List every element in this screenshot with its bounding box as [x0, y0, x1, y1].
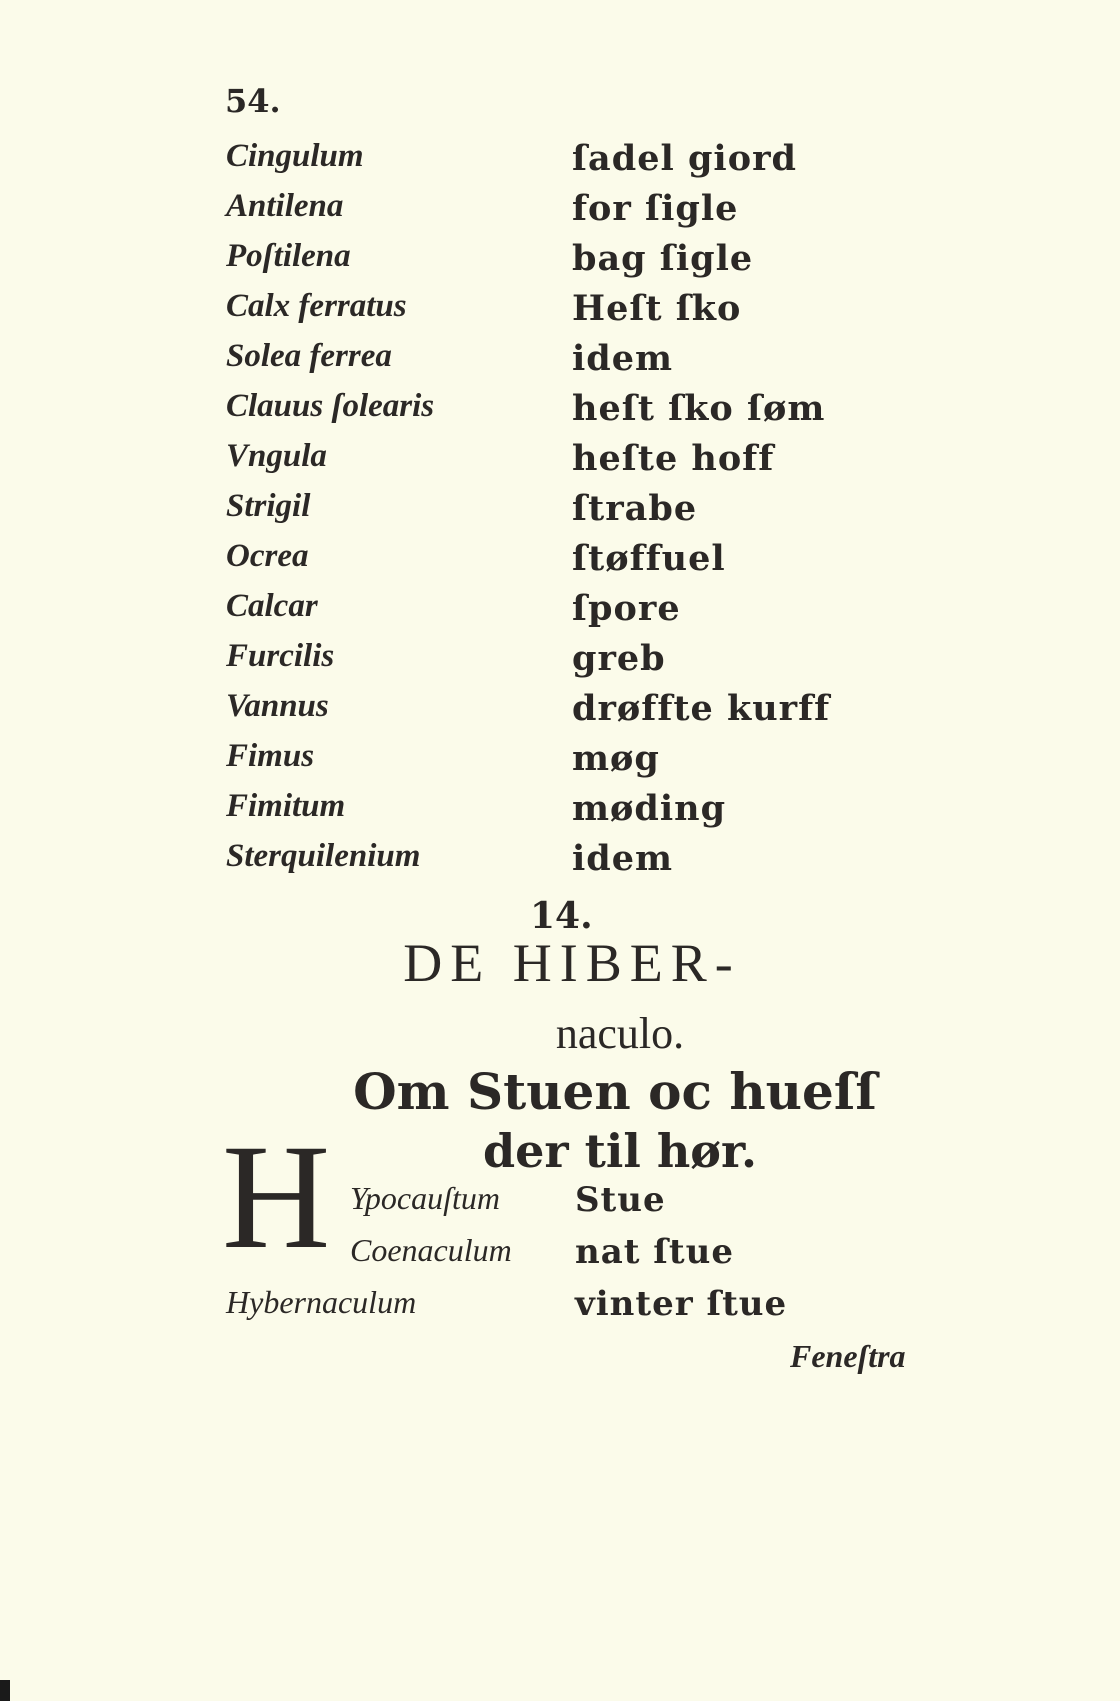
- danish-term: bag ſigle: [572, 238, 754, 279]
- scan-edge-mark: [0, 1680, 10, 1701]
- section-subtitle-line-2: der til hør.: [482, 1124, 758, 1178]
- vocabulary-row: [0, 788, 1120, 838]
- latin-term: Calcar: [226, 588, 318, 624]
- vocabulary-row: [0, 688, 1120, 738]
- vocabulary-row: [0, 838, 1120, 888]
- vocabulary-row: [0, 638, 1120, 688]
- section-entry-latin: Ypocauſtum: [350, 1180, 500, 1216]
- section-title-line-1: DE HIBER-: [403, 933, 741, 993]
- section-entry-latin: Hybernaculum: [226, 1284, 417, 1320]
- dropcap: H: [222, 1114, 331, 1280]
- vocabulary-row: [0, 438, 1120, 488]
- danish-term: ſadel giord: [572, 138, 797, 179]
- latin-term: Poſtilena: [226, 238, 351, 274]
- vocabulary-row: [0, 238, 1120, 288]
- latin-term: Antilena: [226, 188, 344, 224]
- catchword: Feneſtra: [790, 1338, 906, 1374]
- latin-term: Calx ferratus: [226, 288, 407, 324]
- latin-term: Solea ferrea: [226, 338, 392, 374]
- danish-term: ſtøffuel: [572, 538, 726, 579]
- danish-term: møg: [572, 738, 660, 779]
- vocabulary-row: [0, 288, 1120, 338]
- vocabulary-row: [0, 138, 1120, 188]
- section-entry-danish: Stue: [575, 1180, 666, 1220]
- danish-term: greb: [572, 638, 666, 679]
- page-number: 54.: [225, 82, 281, 120]
- section-entry-danish: vinter ſtue: [575, 1284, 788, 1324]
- latin-term: Furcilis: [226, 638, 335, 674]
- section-number: 14.: [530, 895, 593, 937]
- danish-term: ſpore: [572, 588, 681, 629]
- vocabulary-row: [0, 738, 1120, 788]
- latin-term: Vannus: [226, 688, 329, 724]
- section-entry-danish: nat ſtue: [575, 1232, 734, 1272]
- vocabulary-row: [0, 588, 1120, 638]
- danish-term: for ſigle: [572, 188, 739, 229]
- section-entry-latin: Coenaculum: [350, 1232, 512, 1268]
- vocabulary-row: [0, 538, 1120, 588]
- danish-term: idem: [572, 838, 674, 879]
- danish-term: ſtrabe: [572, 488, 698, 529]
- danish-term: Heſt ſko: [572, 288, 742, 329]
- latin-term: Ocrea: [226, 538, 309, 574]
- danish-term: møding: [572, 788, 727, 829]
- latin-term: Fimus: [226, 738, 315, 774]
- latin-term: Sterquilenium: [226, 838, 421, 874]
- latin-term: Clauus ſolearis: [226, 388, 435, 424]
- vocabulary-row: [0, 338, 1120, 388]
- danish-term: drøffte kurff: [572, 688, 831, 729]
- vocabulary-row: [0, 188, 1120, 238]
- latin-term: Strigil: [226, 488, 311, 524]
- latin-term: Vngula: [226, 438, 327, 474]
- danish-term: heſt ſko ſøm: [572, 388, 826, 429]
- vocabulary-row: [0, 388, 1120, 438]
- section-subtitle-line-1: Om Stuen oc hueſſ: [353, 1062, 877, 1121]
- vocabulary-row: [0, 488, 1120, 538]
- danish-term: heſte hoff: [572, 438, 775, 479]
- latin-term: Cingulum: [226, 138, 364, 174]
- section-title-line-2: naculo.: [555, 1009, 685, 1058]
- danish-term: idem: [572, 338, 674, 379]
- latin-term: Fimitum: [226, 788, 346, 824]
